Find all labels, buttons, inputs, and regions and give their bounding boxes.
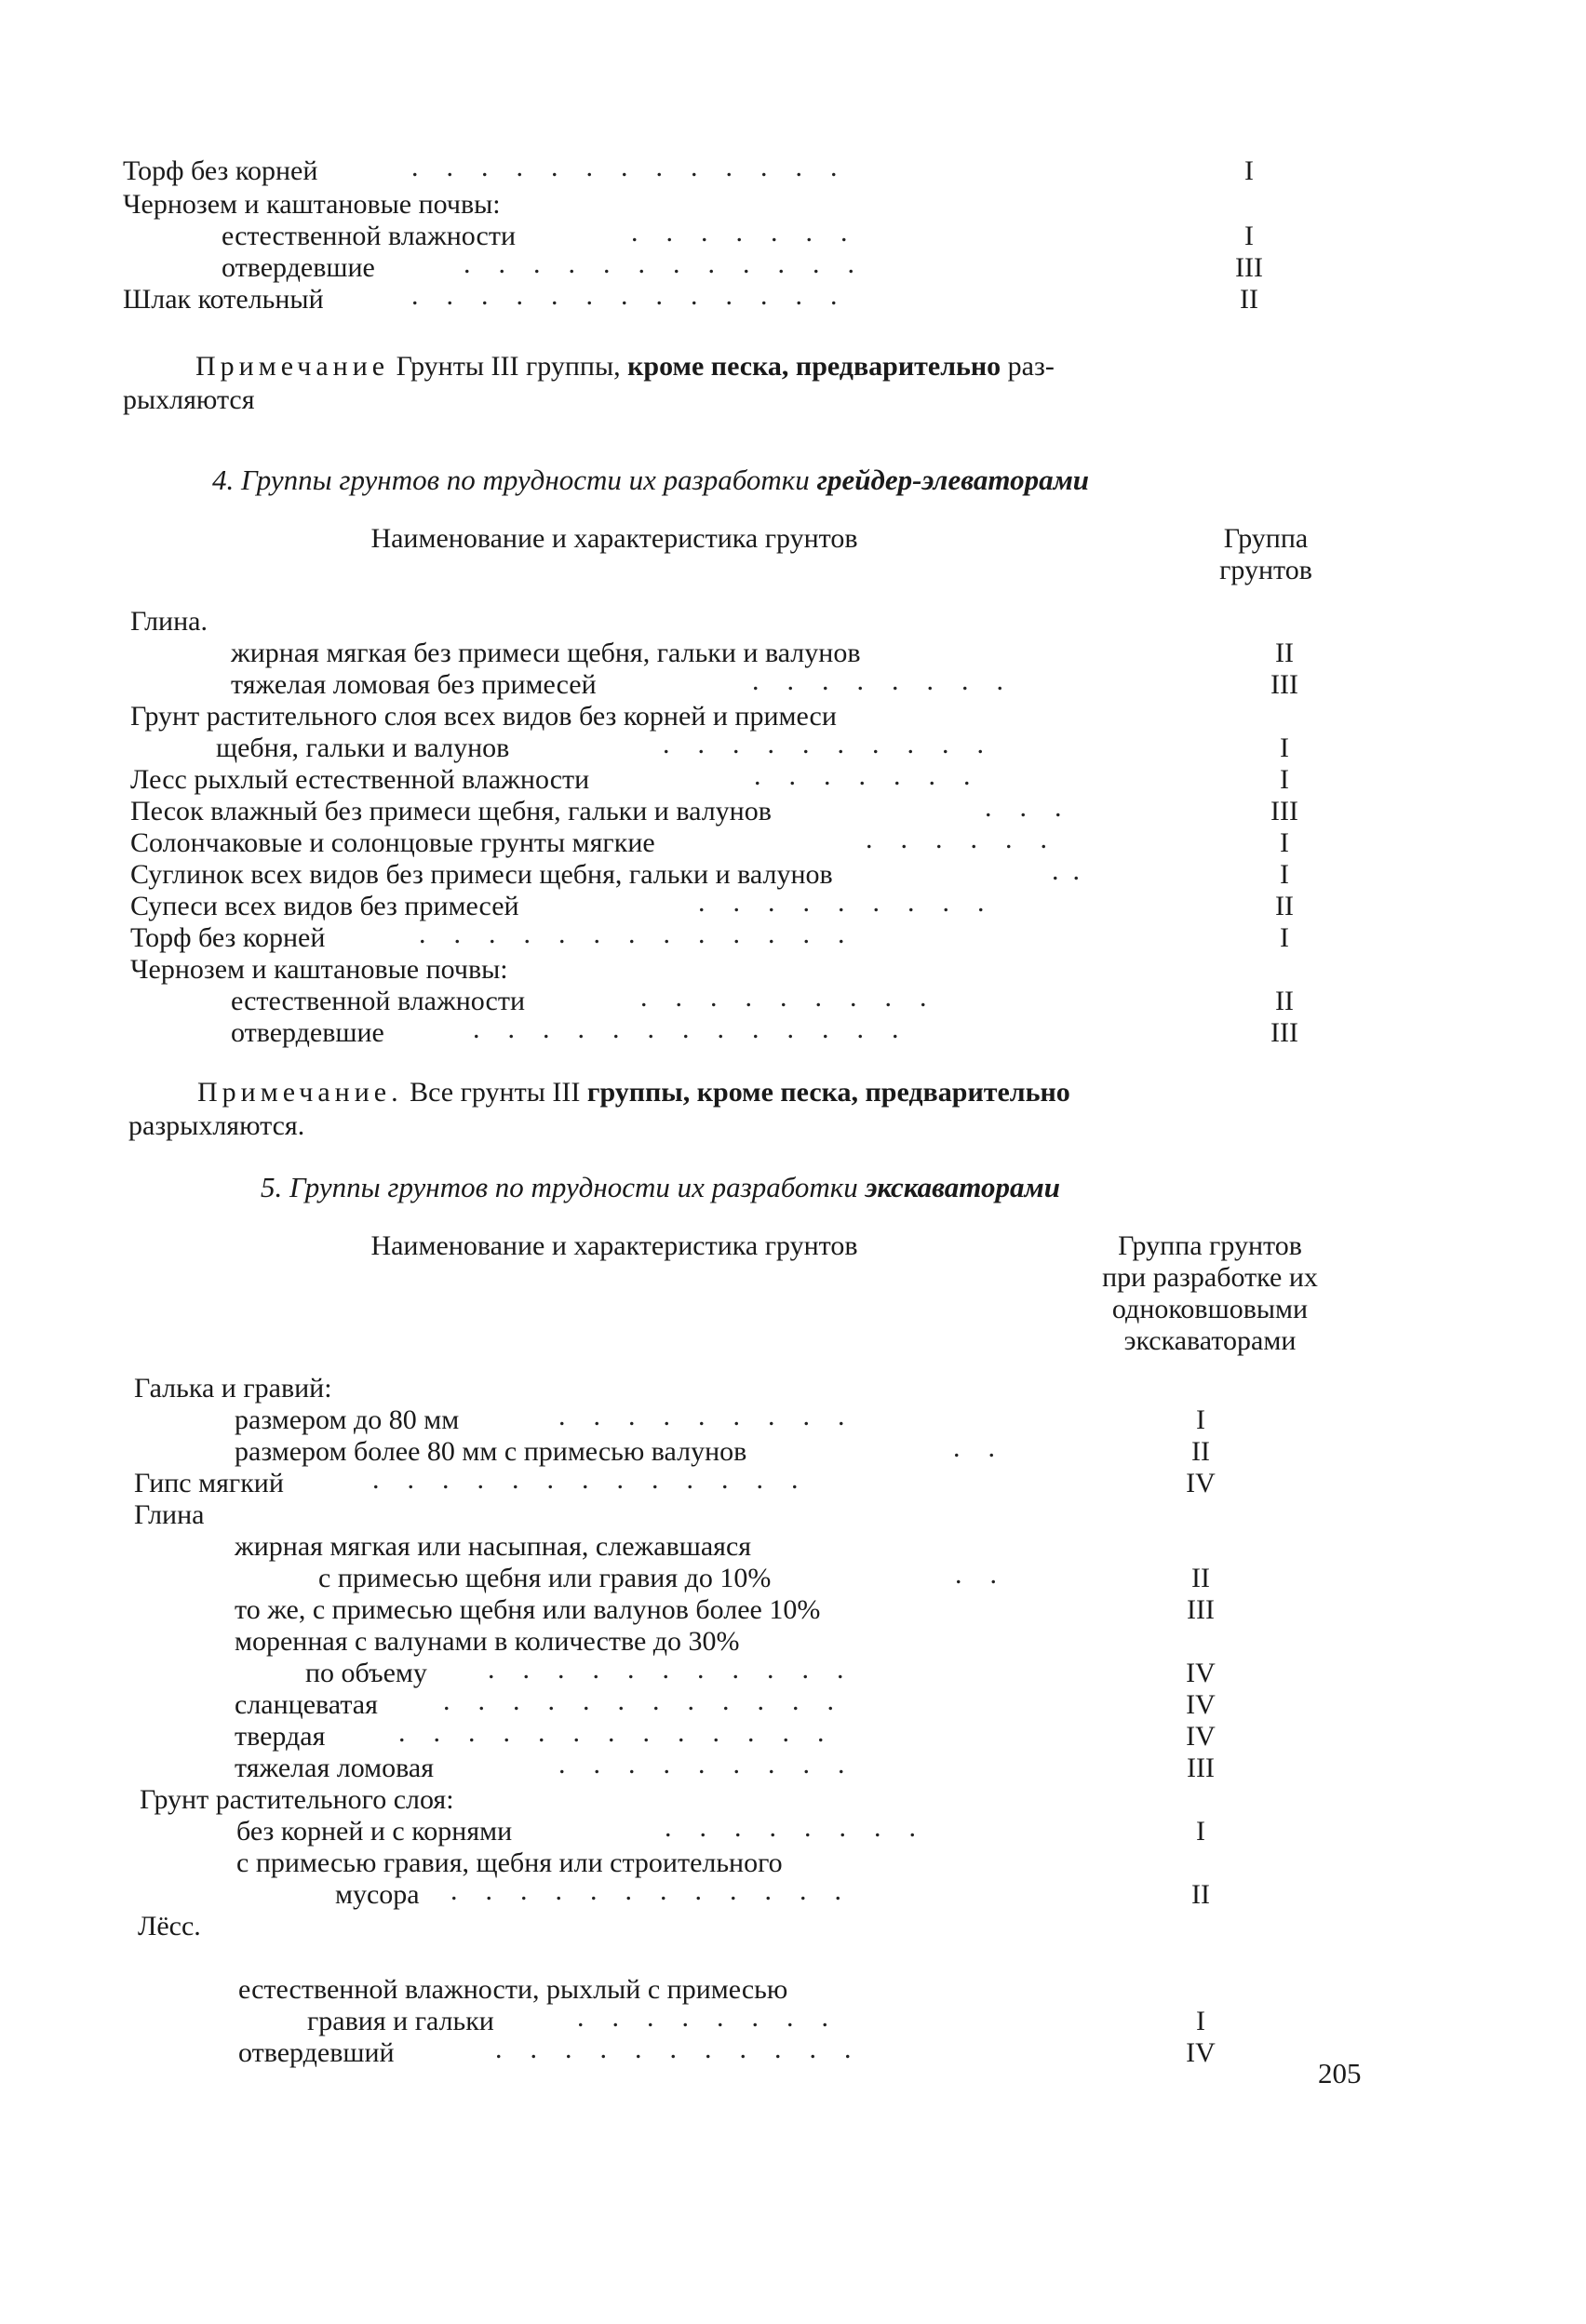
- group-value: I: [1196, 2006, 1205, 2036]
- row-label: Глина.: [130, 606, 208, 637]
- group-value: IV: [1186, 1658, 1216, 1688]
- row-label: то же, с примесью щебня или валунов более 10%: [235, 1594, 821, 1625]
- row-label: отвердевшие: [231, 1017, 384, 1048]
- row-label: Торф без корней: [123, 155, 318, 186]
- note-text: Грунты III группы,: [389, 351, 628, 382]
- table-row: [235, 1593, 1251, 1627]
- header-line: при разработке их: [1102, 1262, 1318, 1293]
- table-row: [130, 760, 1340, 797]
- leader-dots: . . . . . . . . . . . . .: [411, 152, 838, 182]
- header-line: Группа: [1223, 523, 1309, 554]
- row-label: Глина: [134, 1499, 205, 1530]
- page-number: 205: [1318, 2057, 1362, 2089]
- row-label: Лёсс.: [138, 1911, 201, 1941]
- column-header-group: [1061, 1230, 1359, 1357]
- row-label: размером более 80 мм с примесью валунов: [235, 1436, 747, 1467]
- leader-dots: . . . . . . . . .: [698, 887, 985, 918]
- group-value: I: [1196, 1816, 1205, 1847]
- group-value: I: [1280, 732, 1289, 763]
- row-label: Суглинок всех видов без примеси щебня, гальки и валунов: [130, 859, 833, 890]
- table-row: [235, 1749, 1251, 1785]
- group-value: III: [1187, 1594, 1215, 1625]
- leader-dots: . . . . . . . . . . . . .: [419, 919, 845, 949]
- table-row: [134, 1464, 1251, 1500]
- leader-dots: . . . . . . .: [631, 217, 848, 248]
- row-label: щебня, гальки и валунов: [216, 732, 510, 763]
- table-row: [130, 605, 1340, 638]
- row-label: отвердевшие: [222, 252, 375, 283]
- header-line: Группа грунтов: [1118, 1230, 1302, 1261]
- table-row: [238, 2036, 1251, 2070]
- group-value: II: [1191, 1436, 1210, 1467]
- table-row: [235, 1530, 1251, 1564]
- leader-dots: . . . . . . . . . . . .: [464, 249, 854, 279]
- row-label: Торф без корней: [130, 922, 326, 953]
- note-prefix: Примечание.: [197, 1077, 403, 1108]
- group-value: II: [1240, 284, 1258, 315]
- group-value: III: [1187, 1753, 1215, 1783]
- table-row: [130, 792, 1340, 828]
- leader-dots: . . . . . . . .: [665, 1812, 916, 1843]
- group-value: I: [1244, 155, 1254, 186]
- column-header-group: [1182, 523, 1350, 586]
- note-text: Все грунты III: [402, 1077, 587, 1108]
- group-value: II: [1275, 891, 1294, 921]
- row-label: Супеси всех видов без примесей: [130, 891, 519, 921]
- note-paragraph: [197, 1076, 1389, 1109]
- row-label: Галька и гравий:: [134, 1373, 332, 1404]
- table-row: [235, 1401, 1251, 1437]
- section-title: [212, 463, 1089, 497]
- header-line: экскаваторами: [1123, 1325, 1297, 1356]
- row-label: гравия и гальки: [307, 2006, 494, 2036]
- row-label: Солончаковые и солонцовые грунты мягкие: [130, 827, 655, 858]
- group-value: III: [1270, 796, 1298, 826]
- group-value: II: [1191, 1563, 1210, 1593]
- leader-dots: . . . . . . . . . . . . .: [473, 1014, 899, 1044]
- leader-dots: . . . . . . .: [754, 760, 971, 791]
- row-label: отвердевший: [238, 2037, 395, 2068]
- leader-dots: . . . . . . . .: [752, 665, 1003, 696]
- row-label: Шлак котельный: [123, 284, 324, 315]
- row-label: естественной влажности: [231, 986, 526, 1016]
- leader-dots: . . . . . . . . . . . . .: [411, 280, 838, 311]
- group-value: IV: [1186, 1468, 1216, 1498]
- group-value: IV: [1186, 1689, 1216, 1720]
- table-row: [318, 1559, 1251, 1595]
- table-row: [231, 665, 1340, 702]
- section-title-bold: грейдер-элеваторами: [816, 463, 1090, 496]
- row-label: тяжелая ломовая без примесей: [231, 669, 597, 700]
- group-value: I: [1280, 764, 1289, 795]
- row-label: Грунт растительного слоя:: [140, 1784, 454, 1815]
- leader-dots: . . .: [985, 792, 1062, 823]
- group-value: II: [1275, 638, 1294, 668]
- row-label: естественной влажности: [222, 221, 517, 251]
- leader-dots: . . . . . . . . . . .: [488, 1654, 844, 1685]
- row-label: жирная мягкая без примеси щебня, гальки и валунов: [231, 638, 861, 668]
- section-title-text: 4. Группы грунтов по трудности их разработки: [212, 463, 817, 496]
- table-row: [335, 1875, 1251, 1912]
- leader-dots: . . . . . . . . . .: [663, 729, 984, 759]
- row-label: жирная мягкая или насыпная, слежавшаяся: [235, 1531, 752, 1562]
- group-value: I: [1244, 221, 1254, 251]
- table-row: [130, 921, 1340, 955]
- row-label: Грунт растительного слоя всех видов без корней и примеси: [130, 701, 837, 732]
- section-title-bold: экскаваторами: [865, 1171, 1060, 1203]
- row-label: с примесью щебня или гравия до 10%: [318, 1563, 772, 1593]
- leader-dots: . . . . . . . . . . . .: [450, 1875, 841, 1906]
- leader-dots: . . . . . . . . .: [558, 1749, 845, 1780]
- row-label: Чернозем и каштановые почвы:: [130, 954, 508, 985]
- row-label: сланцеватая: [235, 1689, 378, 1720]
- section-title-text: 5. Группы грунтов по трудности их разработки: [261, 1171, 866, 1203]
- column-header-name: Наименование и характеристика грунтов: [370, 523, 858, 554]
- note-prefix: Примечание: [195, 351, 390, 382]
- leader-dots: . .: [953, 1432, 995, 1463]
- leader-dots: . . . . . . . . . . . . .: [398, 1717, 825, 1748]
- group-value: II: [1191, 1879, 1210, 1910]
- note-line-2: разрыхляются.: [128, 1110, 305, 1141]
- group-value: III: [1235, 252, 1263, 283]
- section-title: [261, 1171, 1060, 1204]
- group-value: III: [1270, 669, 1298, 700]
- table-row: [236, 1812, 1251, 1848]
- note-bold-text: кроме песка, предварительно: [627, 351, 1001, 382]
- row-label: естественной влажности, рыхлый с примесью: [238, 1974, 788, 2005]
- header-line: одноковшовыми: [1111, 1294, 1309, 1324]
- table-row: [231, 1016, 1340, 1050]
- leader-dots: . . . . . . . . . . . .: [443, 1686, 834, 1716]
- row-label: мусора: [335, 1879, 420, 1910]
- table-row: [138, 1910, 1251, 1943]
- table-row: [134, 1498, 1251, 1532]
- row-label: твердая: [235, 1721, 326, 1752]
- leader-dots: . .: [1052, 855, 1080, 886]
- row-label: с примесью гравия, щебня или строительного: [236, 1847, 783, 1878]
- note-text-end: раз-: [1001, 351, 1055, 382]
- group-value: III: [1270, 1017, 1298, 1048]
- table-row: [123, 280, 1314, 316]
- table-row: [130, 826, 1340, 860]
- group-value: I: [1196, 1404, 1205, 1435]
- leader-dots: . . . . . . . . . . .: [495, 2034, 852, 2064]
- row-label: Песок влажный без примеси щебня, гальки и валунов: [130, 796, 772, 826]
- leader-dots: . .: [955, 1559, 997, 1590]
- row-label: Гипс мягкий: [134, 1468, 284, 1498]
- note-paragraph: [195, 350, 1378, 383]
- row-label: моренная с валунами в количестве до 30%: [235, 1626, 740, 1657]
- leader-dots: . . . . . . . .: [577, 2002, 828, 2033]
- group-value: I: [1280, 922, 1289, 953]
- row-label: Лесс рыхлый естественной влажности: [130, 764, 590, 795]
- table-row: [123, 154, 1314, 188]
- leader-dots: . . . . . . . . . . . . .: [372, 1464, 799, 1495]
- row-label: Чернозем и каштановые почвы:: [123, 189, 501, 220]
- note-bold-text: группы, кроме песка, предварительно: [586, 1077, 1070, 1108]
- header-line: грунтов: [1219, 555, 1312, 585]
- leader-dots: . . . . . . . . .: [558, 1401, 845, 1431]
- leader-dots: . . . . . .: [866, 824, 1047, 854]
- group-value: IV: [1186, 2037, 1216, 2068]
- row-label: без корней и с корнями: [236, 1816, 513, 1847]
- column-header-name: Наименование и характеристика грунтов: [370, 1230, 858, 1261]
- leader-dots: . . . . . . . . .: [640, 982, 927, 1013]
- group-value: I: [1280, 859, 1289, 890]
- group-value: IV: [1186, 1721, 1216, 1752]
- group-value: I: [1280, 827, 1289, 858]
- group-value: II: [1275, 986, 1294, 1016]
- note-line-2: рыхляются: [123, 384, 255, 415]
- row-label: по объему: [305, 1658, 427, 1688]
- row-label: размером до 80 мм: [235, 1404, 460, 1435]
- row-label: тяжелая ломовая: [235, 1753, 435, 1783]
